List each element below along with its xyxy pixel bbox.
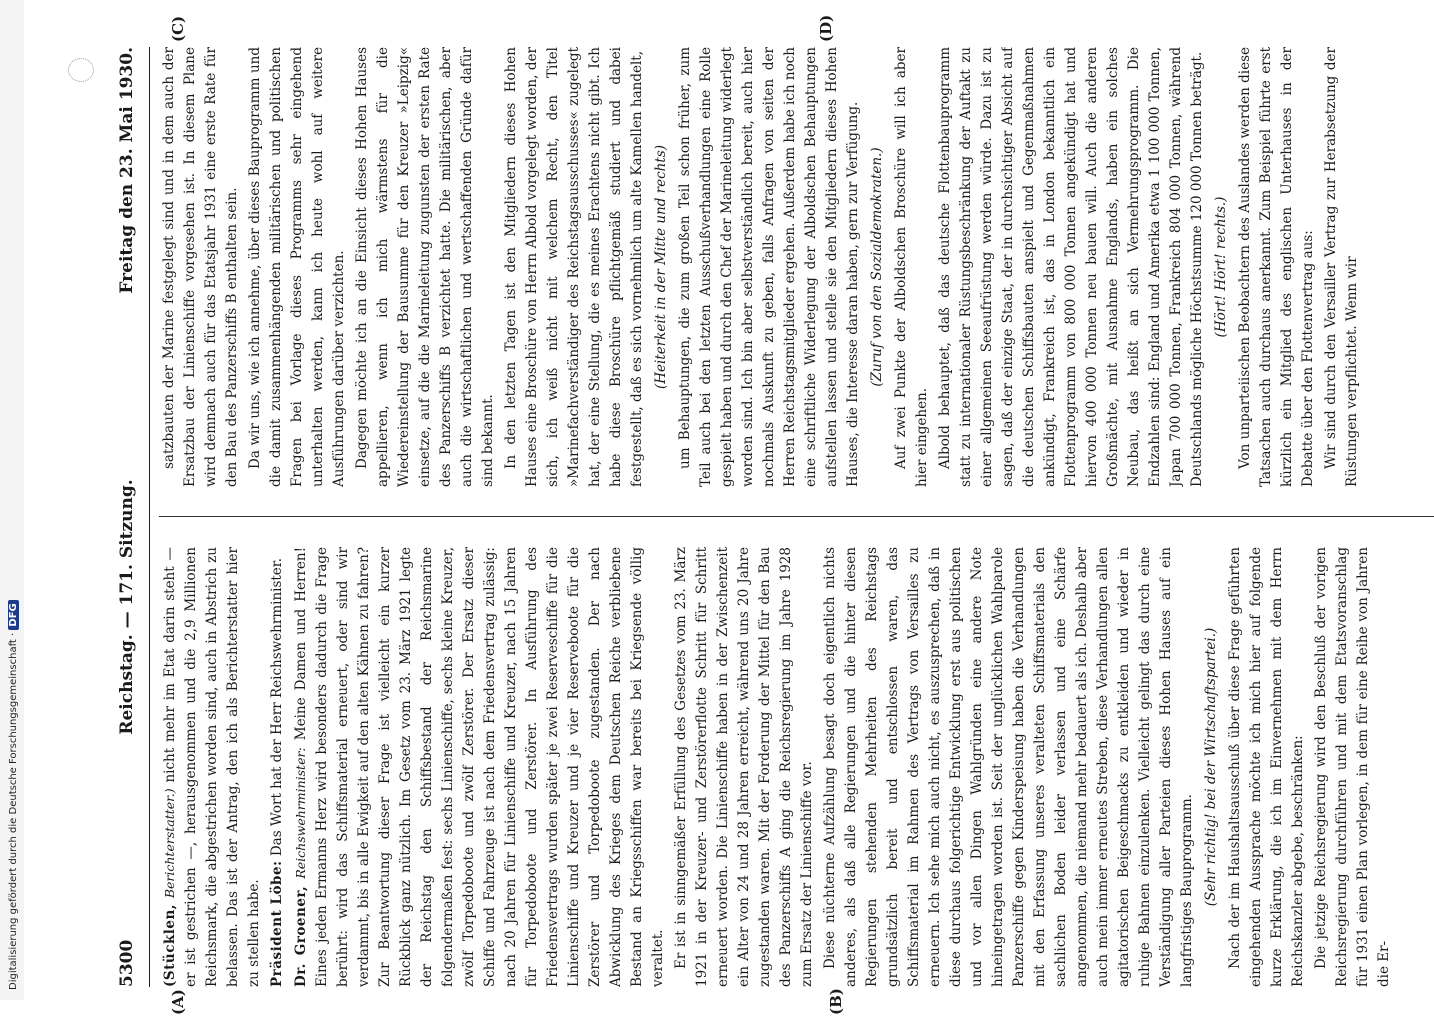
paragraph bbox=[159, 47, 243, 487]
left-column bbox=[159, 547, 1434, 987]
paragraph bbox=[1211, 47, 1232, 487]
paragraph-text: Das Wort hat der Herr Reichswehrminister. bbox=[269, 557, 285, 857]
paragraph-text: (Hört! Hört! rechts.) bbox=[1213, 196, 1229, 338]
paragraph-text: um Behauptungen, die zum großen Teil schon früher, zum Teil auch bei den letzten Ausschußverhandlungen eine Rolle gespielt haben und durch den Chef der Marineleitung widerlegt worden sind. Ich bin aber selbstverständlich bereit, auch hier nochmals Auskunft zu geben, falls Anfragen von seiten der Herren Reichstagsmitglieder ergehen. Außerdem habe ich noch eine schriftliche Widerlegung der Alboldschen Behauptungen aufstellen lassen und stelle sie den Mitgliedern dieses Hohen Hauses, die Interesse daran haben, gern zur Verfügung. bbox=[677, 47, 861, 487]
paragraph-text: (Sehr richtig! bei der Wirtschaftspartei.) bbox=[1203, 627, 1219, 907]
paragraph bbox=[651, 47, 672, 487]
running-head bbox=[107, 47, 147, 987]
paragraph-text: Nach der im Haushaltsausschuß über diese Frage geführten eingehenden Aussprache möchte ich mich hier auf folgende kurze Erklärung, die ich im Einvernehmen mit dem Herrn Reichskanzler abgebe, beschränken: bbox=[1227, 547, 1306, 987]
paragraph-text: Er ist in sinngemäßer Erfüllung des Gesetzes vom 23. März 1921 in der Kreuzer- und Zerstörerflotte Schritt für Schritt erneuert worden. Die Linienschiffe haben in der Zwischenzeit ein Alter von 24 und 28 Jahren erreicht, während uns 20 Jahre zugestanden waren. Mit der Forderung der Mittel für den Bau des Panzerschiffs A ging die Reichsregierung im Jahre 1928 zum Ersatz der Linienschiffe vor. bbox=[673, 547, 815, 987]
header-rule bbox=[149, 47, 150, 987]
paragraph-text: (Heiterkeit in der Mitte und rechts) bbox=[653, 145, 669, 390]
scan-smudge bbox=[68, 58, 94, 82]
speaker-role: Berichterstatter.) bbox=[162, 788, 177, 899]
margin-mark-b: (B) bbox=[827, 988, 845, 1015]
paragraph-text: Die jetzige Reichsregierung wird den Beschluß der vorigen Reichsregierung durchführen und mit dem Etatsvoranschlag für 1931 einen Plan vorlegen, in dem für eine Reihe von Jahren die Er- bbox=[1313, 547, 1392, 987]
margin-mark-a: (A) bbox=[169, 989, 187, 1015]
paragraph-text: Meine Damen und Herren! Eines jeden Ermanns Herz wird besonders dadurch die Frage berührt: wird das Schiffsmaterial erneuert, oder sind wir verdammt, bis in alle Ewigkeit auf den alten Kähnen zu fahren? Zur Beantwortung dieser Frage ist vielleicht ein kurzer Rückblick ganz nützlich. Im Gesetz vom 23. März 1921 legte der Reichstag den Schiffsbestand der Reichsmarine folgendermaßen fest: sechs Linienschiffe, sechs kleine Kreuzer, zwölf Torpedoboote und zwölf Zerstörer. Der Ersatz dieser Schiffe und Fahrzeuge ist nach dem Friedensvertrag zulässig: nach 20 Jahren für Linienschiffe und Kreuzer, nach 15 Jahren für Torpedoboote und Zerstörer. In Ausführung des Friedensvertrags wurden später je zwei Reserveschiffe für die Linienschiffe und Kreuzer und je vier Reserveboote für die Zerstörer und Torpedoboote zugestanden. Der nach Abwicklung des Krieges dem Deutschen Reiche verbliebene Bestand an Kriegsschiffen war bereits bei Kriegsende völlig veraltet. bbox=[293, 547, 666, 987]
paragraph bbox=[675, 47, 864, 487]
session-date: Freitag den 23. Mai 1930. bbox=[117, 47, 137, 294]
paragraph-text: Wir sind durch den Versailler Vertrag zur Herabsetzung der Rüstungen verpflichtet. Wenn wir bbox=[1323, 47, 1360, 487]
paragraph-text: Dagegen möchte ich an die Einsicht dieses Hohen Hauses appellieren, wenn ich mich wärmstens für die Wiedereinstellung der Bausumme für den Kreuzer »Leipzig« einsetze, auf die die Marineleitung zugunsten der ersten Rate des Panzerschiffs B verzichtet hatte. Die militärischen, aber auch die wirtschaftlichen und wertschaffenden Gründe dafür sind bekannt. bbox=[354, 47, 496, 487]
paragraph-text: nicht mehr im Etat darin steht — er ist gestrichen —, herausgenommen und die 2,9 Millionen Reichsmark, die abgestrichen worden sind, auch in Abstrich zu belassen. Das ist der Antrag, den ich als Berichterstatter hier zu stellen habe. bbox=[162, 547, 262, 987]
paragraph bbox=[867, 47, 888, 487]
paragraph bbox=[267, 547, 288, 987]
paragraph-text: Diese nüchterne Aufzählung besagt doch eigentlich nichts anderes, als daß alle Regierungen und die hinter diesen Regierungen stehenden Mehrheiten des Reichstags grundsätzlich bereit und entschlossen waren, das Schiffsmaterial im Rahmen des Vertrags von Versailles zu erneuern. Ich sehe mich auch nicht, es auszusprechen, daß in diese durchaus folgerichtige Entwicklung erst aus politischen und vor allen Dingen Wahlgründen eine andere Note hineingetragen worden ist. Seit der unglücklichen Wahlparole Panzerschiffe gegen Kinderspeisung haben die Verhandlungen mit den Erfassung unseres veralteten Schiffsmaterials den sachlichen Boden leider verlassen und eine Schärfe angenommen, die niemand mehr bedauert als ich. Deshalb aber auch mein immer erneutes Streben, diese Verhandlungen allen agitatorischen Beigeschmacks zu entkleiden und wieder in ruhige Bahnen einzulenken. Vielleicht gelingt das durch eine Verständigung aller Parteien dieses Hohen Hauses auf ein langfristiges Bauprogramm. bbox=[822, 547, 1195, 987]
paragraph bbox=[671, 547, 818, 987]
paragraph bbox=[245, 47, 350, 487]
paragraph-text: Da wir uns, wie ich annehme, über dieses Bauprogramm und die damit zusammenhängenden militärischen und politischen Fragen bei Vorlage dieses Programms sehr eingehend unterhalten werden, kann ich heute wohl auf weitere Ausführungen darüber verzichten. bbox=[247, 47, 347, 487]
credit-text: Digitalisierung gefördert durch die Deutsche Forschungsgemeinschaft bbox=[8, 639, 19, 990]
paragraph bbox=[1225, 547, 1309, 987]
right-column bbox=[159, 47, 1434, 487]
footer-credit: Digitalisierung gefördert durch die Deutsche Forschungsgemeinschaft · DFG bbox=[8, 0, 19, 990]
paragraph-text: Auf zwei Punkte der Alboldschen Broschüre will ich aber hier eingehen. bbox=[893, 47, 930, 487]
speaker-name: Dr. Groener, bbox=[293, 885, 309, 987]
paragraph-text: Von unparteiischen Beobachtern des Auslandes werden diese Tatsachen auch durchaus anerkannt. Zum Beispiel führte erst kürzlich ein Mitglied des englischen Unterhauses in der Debatte über den Flottenvertrag aus: bbox=[1237, 47, 1316, 487]
speaker-name: (Stücklen, bbox=[162, 904, 178, 987]
paragraph-text: satzbauten der Marine festgelegt sind und in dem auch der Ersatzbau der Linienschiffe vorgesehen ist. In diesem Plane wird demnach auch für das Etatsjahr 1931 eine erste Rate für den Bau des Panzerschiffs B enthalten sein. bbox=[161, 47, 240, 487]
paragraph bbox=[935, 47, 1208, 487]
dfg-logo: DFG bbox=[8, 600, 19, 629]
paragraph bbox=[352, 47, 499, 487]
session-title: Reichstag. — 171. Sitzung. bbox=[117, 479, 137, 735]
paragraph-text: In den letzten Tagen ist den Mitgliedern dieses Hohen Hauses eine Broschüre von Herrn Albold vorgelegt worden, der sich, ich weiß nicht mit welchem Recht, den Titel »Marinefachverständiger des Reichstagsausschusses« zugelegt hat, der eine Stellung, die es meines Erachtens nicht gibt. Ich habe diese Broschüre pflichtgemäß studiert und dabei festgestellt, daß es sich vornehmlich um alte Kamellen handelt, bbox=[503, 47, 645, 487]
page-number: 5300 bbox=[117, 939, 137, 987]
paragraph bbox=[1311, 547, 1395, 987]
paragraph bbox=[501, 47, 648, 487]
margin-mark-c: (C) bbox=[169, 15, 187, 42]
paragraph bbox=[820, 547, 1198, 987]
speaker-name: Präsident Löbe: bbox=[269, 860, 285, 987]
paragraph bbox=[1321, 47, 1363, 487]
paragraph bbox=[159, 547, 265, 987]
margin-mark-d: (D) bbox=[817, 14, 835, 42]
paragraph bbox=[1235, 47, 1319, 487]
paragraph bbox=[290, 547, 669, 987]
column-divider bbox=[159, 516, 1434, 517]
paragraph bbox=[891, 47, 933, 487]
paragraph-text: Albold behauptet, daß das deutsche Flottenbauprogramm statt zu internationaler Rüstungsbeschränkung der Auftakt zu einer allgemeinen Seeaufrüstung werden würde. Dazu ist zu sagen, daß der einzige Staat, der in durchsichtiger Absicht auf die deutschen Schiffsbauten anspielt und Gegenmaßnahmen ankündigt, Frankreich ist, das in London bekanntlich ein Flottenprogramm von 800 000 Tonnen angekündigt hat und hiervon 400 000 Tonnen neu bauen will. Auch die anderen Großmächte, mit Ausnahme Englands, haben ein solches Neubau, das heißt an sich Vermehrungsprogramm. Die Endzahlen sind: England und Amerika etwa 1 100 000 Tonnen, Japan 700 000 Tonnen, Frankreich 804 000 Tonnen, während Deutschlands mögliche Höchstsumme 120 000 Tonnen beträgt. bbox=[937, 47, 1205, 487]
rotated-page bbox=[107, 14, 1434, 1017]
speaker-role: Reichswehrminister: bbox=[293, 747, 308, 879]
paragraph-text: (Zuruf von den Sozialdemokraten.) bbox=[869, 147, 885, 387]
paragraph bbox=[1201, 547, 1222, 987]
